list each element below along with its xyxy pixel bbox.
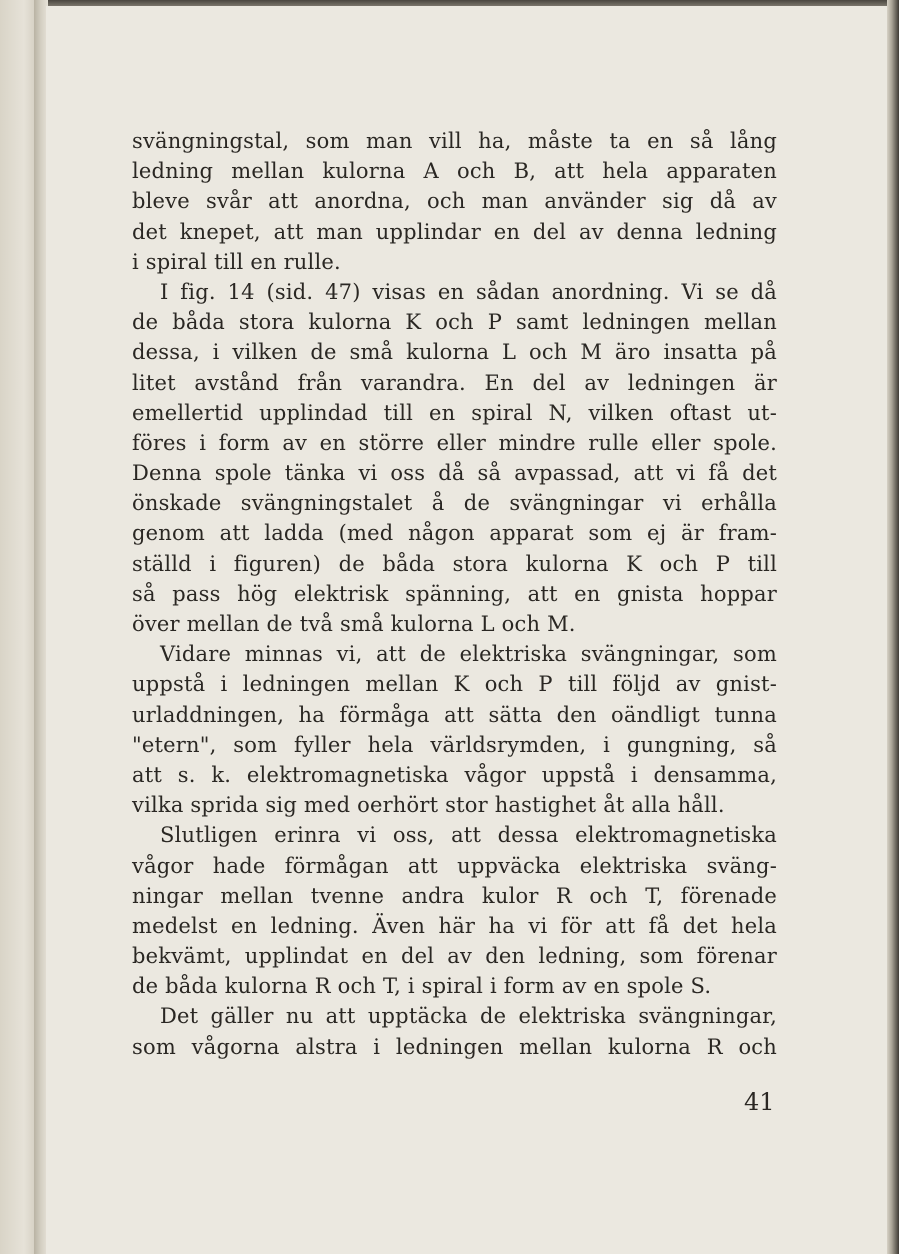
text-line: över mellan de två små kulorna L och M.: [132, 612, 576, 636]
text-line: ställd i figuren) de båda stora kulorna K och P till: [132, 551, 777, 576]
text-line: de båda stora kulorna K och P samt ledningen mellan: [132, 310, 777, 335]
text-line: genom att ladda (med någon apparat som ej är fram-: [132, 521, 777, 546]
body-text: [132, 126, 777, 1062]
text-line: i spiral till en rulle.: [132, 249, 341, 274]
text-line: "etern", som fyller hela världsrymden, i gungning, så: [132, 732, 777, 757]
text-line: de båda kulorna R och T, i spiral i form av en spole S.: [132, 974, 712, 999]
text-line: svängningstal, som man vill ha, måste ta en så lång: [132, 129, 777, 153]
text-line: uppstå i ledningen mellan K och P till följd av gnist-: [132, 672, 777, 697]
text-line: ledning mellan kulorna A och B, att hela apparaten: [132, 159, 777, 184]
text-line: dessa, i vilken de små kulorna L och M äro insatta på: [132, 340, 777, 365]
text-line: Denna spole tänka vi oss då så avpassad, att vi få det: [132, 461, 777, 486]
text-line: vilka sprida sig med oerhört stor hastighet åt alla håll.: [132, 793, 725, 818]
text-line: vågor hade förmågan att uppväcka elektriska sväng-: [132, 853, 777, 878]
text-line: att s. k. elektromagnetiska vågor uppstå i densamma,: [132, 762, 777, 787]
text-line: ningar mellan tvenne andra kulor R och T, förenade: [132, 883, 777, 908]
text-line: urladdningen, ha förmåga att sätta den oändligt tunna: [132, 702, 777, 727]
text-line: bleve svår att anordna, och man använder sig då av: [132, 189, 777, 214]
text-line: medelst en ledning. Även här ha vi för att få det hela: [132, 913, 777, 938]
text-line: så pass hög elektrisk spänning, att en gnista hoppar: [132, 581, 777, 606]
text-line: som vågorna alstra i ledningen mellan kulorna R och: [132, 1034, 777, 1059]
text-line: Det gäller nu att upptäcka de elektriska svängningar,: [160, 1004, 777, 1029]
text-line: litet avstånd från varandra. En del av ledningen är: [132, 370, 777, 395]
text-line: bekvämt, upplindat en del av den ledning, som förenar: [132, 944, 777, 969]
book-cover-edge: [887, 0, 899, 1254]
text-line: det knepet, att man upplindar en del av denna ledning: [132, 219, 777, 244]
text-line: emellertid upplindad till en spiral N, vilken oftast ut-: [132, 400, 777, 425]
page-number: 41: [744, 1088, 775, 1116]
text-line: önskade svängningstalet å de svängningar vi erhålla: [132, 491, 777, 516]
text-line: Slutligen erinra vi oss, att dessa elektromagnetiska: [160, 823, 777, 848]
text-line: I fig. 14 (sid. 47) visas en sådan anordning. Vi se då: [160, 279, 777, 304]
text-line: Vidare minnas vi, att de elektriska svängningar, som: [160, 642, 777, 667]
text-line: föres i form av en större eller mindre rulle eller spole.: [132, 430, 777, 455]
